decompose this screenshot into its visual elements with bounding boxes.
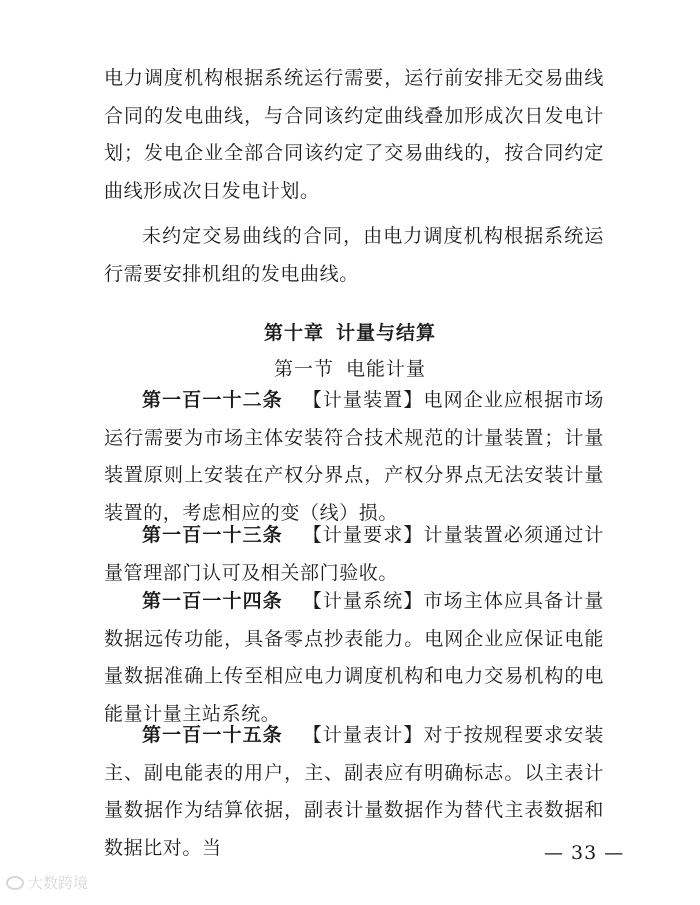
section-heading bbox=[0, 354, 700, 381]
article-text: 【计量表计】对于按规程要求安装主、副电能表的用户，主、副表应有明确标志。以主表计量数据作为结算依据，副表计量数据作为替代主表数据和数据比对。当 bbox=[104, 724, 604, 859]
chapter-heading bbox=[0, 318, 700, 345]
section-title: 电能计量 bbox=[346, 358, 427, 380]
chapter-number: 第十章 bbox=[263, 322, 324, 344]
page-number: — 33 — bbox=[544, 842, 625, 864]
article-text: 【计量要求】计量装置必须通过计量管理部门认可及相关部门验收。 bbox=[104, 524, 604, 584]
chapter-title: 计量与结算 bbox=[336, 322, 437, 344]
article-number: 第一百一十五条 bbox=[142, 724, 283, 746]
article-115 bbox=[104, 717, 604, 867]
watermark-logo-icon bbox=[6, 876, 24, 890]
article-text: 【计量装置】电网企业应根据市场运行需要为市场主体安装符合技术规范的计量装置；计量装置原则上安装在产权分界点，产权分界点无法安装计量装置的，考虑相应的变（线）损。 bbox=[104, 389, 604, 524]
article-113 bbox=[104, 517, 604, 592]
article-text: 【计量系统】市场主体应具备计量数据远传功能，具备零点抄表能力。电网企业应保证电能量数据准确上传至相应电力调度机构和电力交易机构的电能量计量主站系统。 bbox=[104, 590, 604, 725]
watermark-text: 大数跨境 bbox=[28, 874, 89, 892]
article-114 bbox=[104, 583, 604, 733]
article-112 bbox=[104, 382, 604, 532]
article-number: 第一百一十四条 bbox=[142, 590, 283, 612]
section-number: 第一节 bbox=[273, 358, 334, 380]
article-number: 第一百一十二条 bbox=[142, 389, 283, 411]
article-number: 第一百一十三条 bbox=[142, 524, 283, 546]
watermark bbox=[6, 872, 88, 893]
paragraph-untimed-contracts: 未约定交易曲线的合同，由电力调度机构根据系统运行需要安排机组的发电曲线。 bbox=[104, 225, 604, 285]
paragraph-continued: 电力调度机构根据系统运行需要，运行前安排无交易曲线合同的发电曲线，与合同该约定曲线叠加形成次日发电计划；发电企业全部合同该约定了交易曲线的，按合同约定曲线形成次日发电计划。 bbox=[104, 67, 604, 202]
